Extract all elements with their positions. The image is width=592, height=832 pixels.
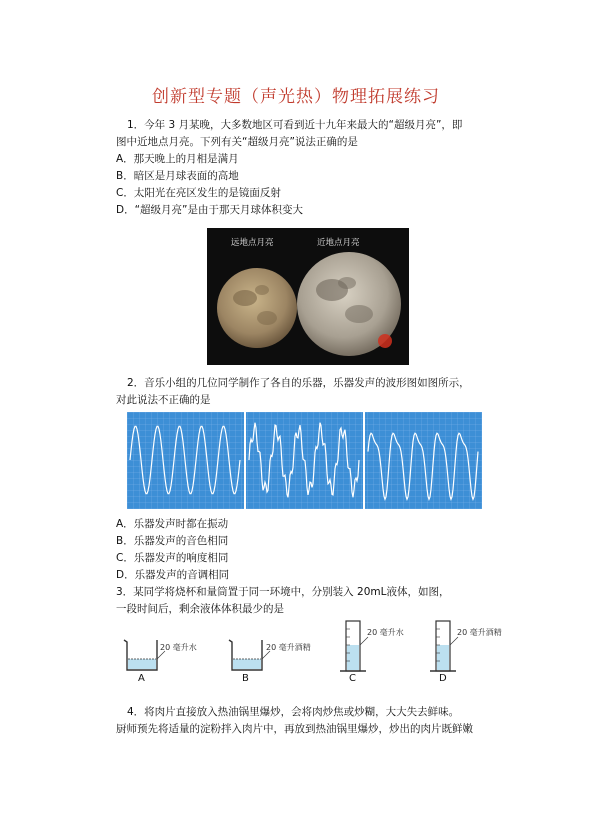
waveforms-graphic xyxy=(127,412,482,509)
far-moon-label: 远地点月亮 xyxy=(231,238,274,248)
q3-stem-line2: 一段时间后，剩余液体体积最少的是 xyxy=(116,603,284,615)
option-letter-a: A xyxy=(138,673,145,684)
q2-option-b: B．乐器发声的音色相同 xyxy=(116,535,229,547)
beaker-b xyxy=(229,640,270,670)
q1-option-c: C．太阳光在亮区发生的是镜面反射 xyxy=(116,187,281,199)
q4-stem-line1: 4．将肉片直接放入热油锅里爆炒，会将肉炒焦或炒糊，大大失去鲜味。 xyxy=(127,706,460,718)
q1-stem-line1: 1．今年 3 月某晚，大多数地区可看到近十九年来最大的“超级月亮”，即 xyxy=(127,119,463,131)
waveform-image xyxy=(127,412,482,509)
moon-comparison-image xyxy=(207,228,409,365)
beaker-b-label: 20 毫升酒精 xyxy=(266,643,311,652)
option-letter-b: B xyxy=(242,673,249,684)
q2-stem-line2: 对此说法不正确的是 xyxy=(116,394,211,406)
far-moon xyxy=(217,268,297,348)
q3-stem-line1: 3．某同学将烧杯和量筒置于同一环境中，分别装入 20mL液体，如图， xyxy=(116,586,450,598)
page-title: 创新型专题（声光热）物理拓展练习 xyxy=(152,87,440,107)
q1-stem-line2: 图中近地点月亮。下列有关“超级月亮”说法正确的是 xyxy=(116,136,358,148)
q1-option-d: D．“超级月亮”是由于那天月球体积变大 xyxy=(116,204,303,216)
near-moon-label: 近地点月亮 xyxy=(317,238,360,248)
q2-stem-line1: 2．音乐小组的几位同学制作了各自的乐器，乐器发声的波形图如图所示， xyxy=(127,377,470,389)
moons-graphic xyxy=(207,228,409,365)
beaker-a xyxy=(124,640,165,670)
cylinder-c xyxy=(340,621,368,671)
q2-option-c: C．乐器发声的响度相同 xyxy=(116,552,229,564)
q4-stem-line2: 厨师预先将适量的淀粉拌入肉片中，再放到热油锅里爆炒，炒出的肉片既鲜嫩 xyxy=(116,723,473,735)
cylinder-c-label: 20 毫升水 xyxy=(367,628,404,637)
option-letter-c: C xyxy=(349,673,356,684)
q1-option-a: A．那天晚上的月相是满月 xyxy=(116,153,239,165)
cylinder-d-label: 20 毫升酒精 xyxy=(457,628,502,637)
option-letter-d: D xyxy=(439,673,447,684)
q1-option-b: B．暗区是月球表面的高地 xyxy=(116,170,239,182)
cylinder-d xyxy=(430,621,458,671)
q2-option-d: D．乐器发声的音调相同 xyxy=(116,569,230,581)
beaker-a-label: 20 毫升水 xyxy=(160,643,197,652)
q2-option-a: A．乐器发声时都在振动 xyxy=(116,518,229,530)
